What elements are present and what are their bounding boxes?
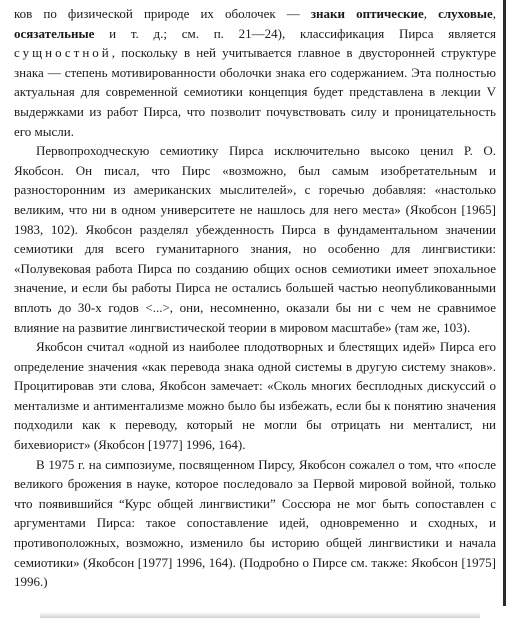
p1-bold-auditory: слуховые — [438, 6, 493, 21]
p1-text-c: , — [423, 6, 439, 21]
p1-text-e: и т. д.; см. п. 21—24), классификация Пирса является — [94, 25, 496, 41]
page-edge-rule — [503, 0, 506, 606]
p1-text-a: ков по физической природе их оболочек — — [14, 6, 311, 21]
p1-bold-tactile: осязательные — [14, 25, 95, 41]
p1-text-f: , поскольку в ней учитывается главное в двусторонней структуре знака — степень мотивированности оболочки знака его содержанием. Эта полностью актуальная для современной семиотики концепция будет представлена в лекции V выдержками из работ Пирса, что позволит почувствовать силу и проницательность его мысли. — [14, 45, 496, 139]
paragraph-1 — [14, 4, 496, 141]
paragraph-3: Якобсон считал «одной из наиболее плодотворных и блестящих идей» Пирса его определение значения «как перевода знака одной системы в другую систему знаков». Процитировав эти слова, Якобсон замечает: «Сколь многих бесплодных дискуссий о ментализме и антиментализме можно было бы избежать, если бы к понятию значения подходили как к переводу, который не могли бы отрицать ни менталист, ни бихевиорист» (Якобсон [1977] 1996, 164). — [14, 339, 496, 453]
page-content — [14, 4, 496, 592]
p1-bold-optical: знаки оптические — [310, 6, 424, 21]
p1-text-d: , — [492, 6, 497, 21]
page-bottom-edge — [40, 612, 480, 618]
paragraph-4: В 1975 г. на симпозиуме, посвященном Пирсу, Якобсон сожалел о том, что «после великого брожения в науке, которое последовало за Первой мировой войной, только что появившийся “Курс общей лингвистики” Соссюра не мог быть сопоставлен с аргументами Пирса: такое сопоставление идей, одновременно и сходных, и противоположных, возможно, изменило бы историю общей лингвистики и начала семиотики» (Якобсон [1977] 1996, 164). (Подробно о Пирсе см. также: Якобсон [1975] 1996.) — [14, 456, 496, 590]
paragraph-2: Первопроходческую семиотику Пирса исключительно высоко ценил Р. О. Якобсон. Он писал, что Пирс «возможно, был самым изобретательным и разносторонним из американских мыслителей», с горечью добавляя: «настолько великим, что ни в одном университете не нашлось для него места» (Якобсон [1965] 1983, 102). Якобсон разделял убежденность Пирса в фундаментальном значении семиотики для всего гуманитарного знания, но особенно для лингвистики: «Полувековая работа Пирса по созданию общих основ семиотики имеет эпохальное значение, и если бы работы Пирса не остались большей частью неопубликованными вплоть до 30-х годов <...>, они, несомненно, оказали бы ни с чем не сравнимое влияние на развитие лингвистической теории в мировом масштабе» (там же, 103). — [14, 143, 496, 335]
p1-spaced-word: сущностной — [14, 45, 112, 61]
